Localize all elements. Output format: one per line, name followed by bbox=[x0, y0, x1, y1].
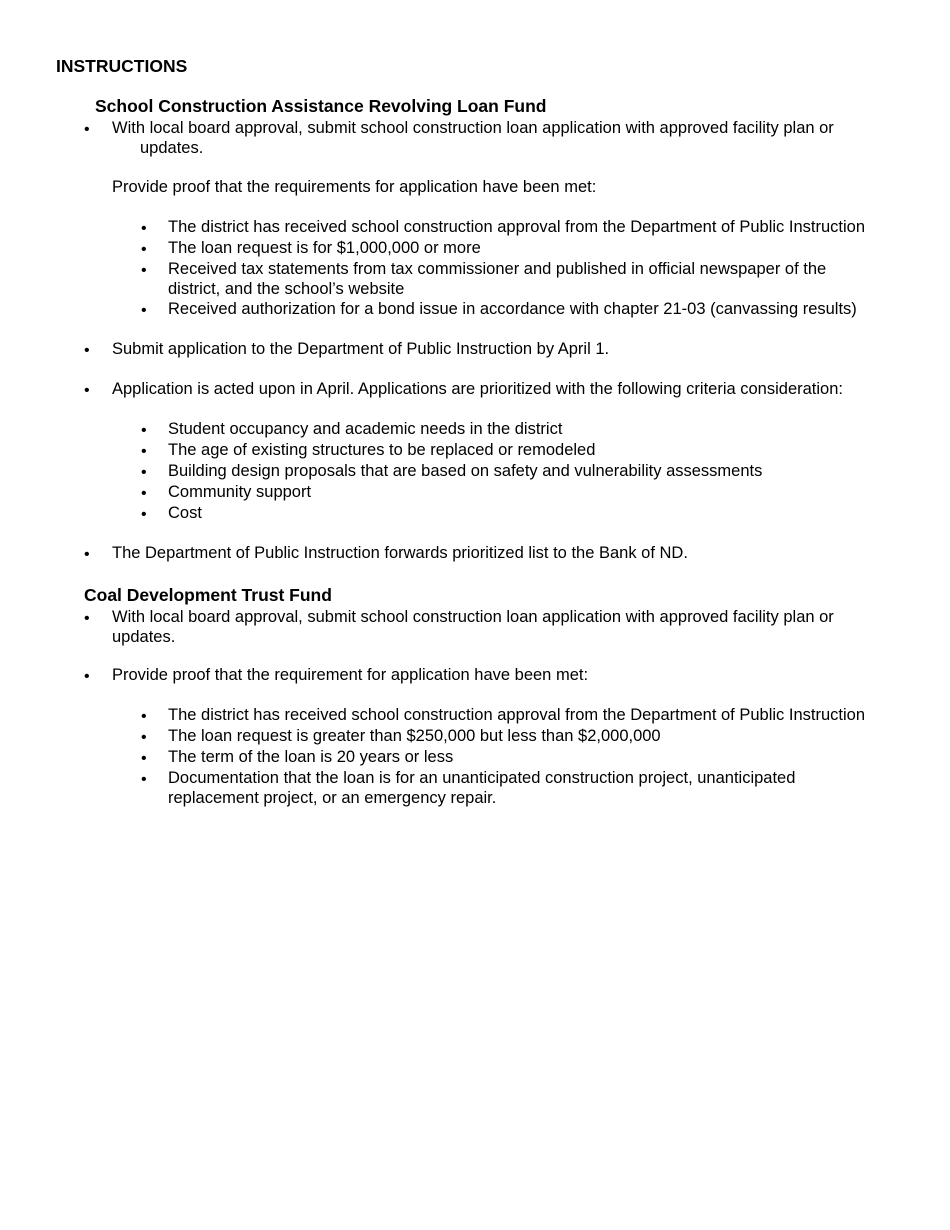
bullet-icon: • bbox=[141, 750, 147, 767]
s1-criteria-item: Community support bbox=[168, 483, 312, 501]
s2-item2: Provide proof that the requirement for application have been met: bbox=[112, 666, 589, 684]
bullet-icon: • bbox=[84, 121, 90, 138]
s1-criteria-item: Student occupancy and academic needs in the district bbox=[168, 420, 563, 438]
s1-criteria-item: Building design proposals that are based on safety and vulnerability assessments bbox=[168, 462, 763, 480]
s2-proof-item: The district has received school construction approval from the Department of Public Instruction bbox=[168, 706, 865, 724]
bullet-icon: • bbox=[141, 443, 147, 460]
s2-proof-item-cont: replacement project, or an emergency repair. bbox=[168, 789, 497, 807]
s1-item2: Submit application to the Department of Public Instruction by April 1. bbox=[112, 340, 610, 358]
s2-proof-item: The term of the loan is 20 years or less bbox=[168, 748, 454, 766]
bullet-icon: • bbox=[84, 382, 90, 399]
s1-item1-line1: With local board approval, submit school construction loan application with approved facility plan or bbox=[112, 119, 834, 137]
bullet-icon: • bbox=[141, 241, 147, 258]
s1-proof-item: The district has received school construction approval from the Department of Public Instruction bbox=[168, 218, 865, 236]
s1-criteria-item: The age of existing structures to be replaced or remodeled bbox=[168, 441, 596, 459]
s1-item3: Application is acted upon in April. Applications are prioritized with the following criteria consideration: bbox=[112, 380, 843, 398]
s2-item1-line2: updates. bbox=[112, 628, 176, 646]
s1-item1-line2: updates. bbox=[140, 139, 204, 157]
bullet-icon: • bbox=[84, 610, 90, 627]
bullet-icon: • bbox=[84, 668, 90, 685]
section2-title: Coal Development Trust Fund bbox=[84, 585, 332, 605]
bullet-icon: • bbox=[141, 729, 147, 746]
bullet-icon: • bbox=[141, 302, 147, 319]
bullet-icon: • bbox=[141, 708, 147, 725]
s2-proof-item: The loan request is greater than $250,000 but less than $2,000,000 bbox=[168, 727, 661, 745]
bullet-icon: • bbox=[141, 506, 147, 523]
s1-proof-item-cont: district, and the school’s website bbox=[168, 280, 405, 298]
section1-title: School Construction Assistance Revolving Loan Fund bbox=[95, 96, 547, 116]
bullet-icon: • bbox=[141, 262, 147, 279]
bullet-icon: • bbox=[141, 771, 147, 788]
s1-proof-item: Received authorization for a bond issue in accordance with chapter 21-03 (canvassing results) bbox=[168, 300, 857, 318]
s1-proof-item: Received tax statements from tax commissioner and published in official newspaper of the bbox=[168, 260, 827, 278]
bullet-icon: • bbox=[141, 422, 147, 439]
bullet-icon: • bbox=[84, 342, 90, 359]
s1-item4: The Department of Public Instruction forwards prioritized list to the Bank of ND. bbox=[112, 544, 688, 562]
bullet-icon: • bbox=[141, 220, 147, 237]
bullet-icon: • bbox=[141, 485, 147, 502]
s1-proof-item: The loan request is for $1,000,000 or more bbox=[168, 239, 481, 257]
page-heading: INSTRUCTIONS bbox=[56, 56, 188, 76]
s1-proof-intro: Provide proof that the requirements for application have been met: bbox=[112, 178, 597, 196]
s2-item1-line1: With local board approval, submit school construction loan application with approved facility plan or bbox=[112, 608, 834, 626]
bullet-icon: • bbox=[141, 464, 147, 481]
s2-proof-item: Documentation that the loan is for an unanticipated construction project, unanticipated bbox=[168, 769, 796, 787]
s1-criteria-item: Cost bbox=[168, 504, 202, 522]
bullet-icon: • bbox=[84, 546, 90, 563]
